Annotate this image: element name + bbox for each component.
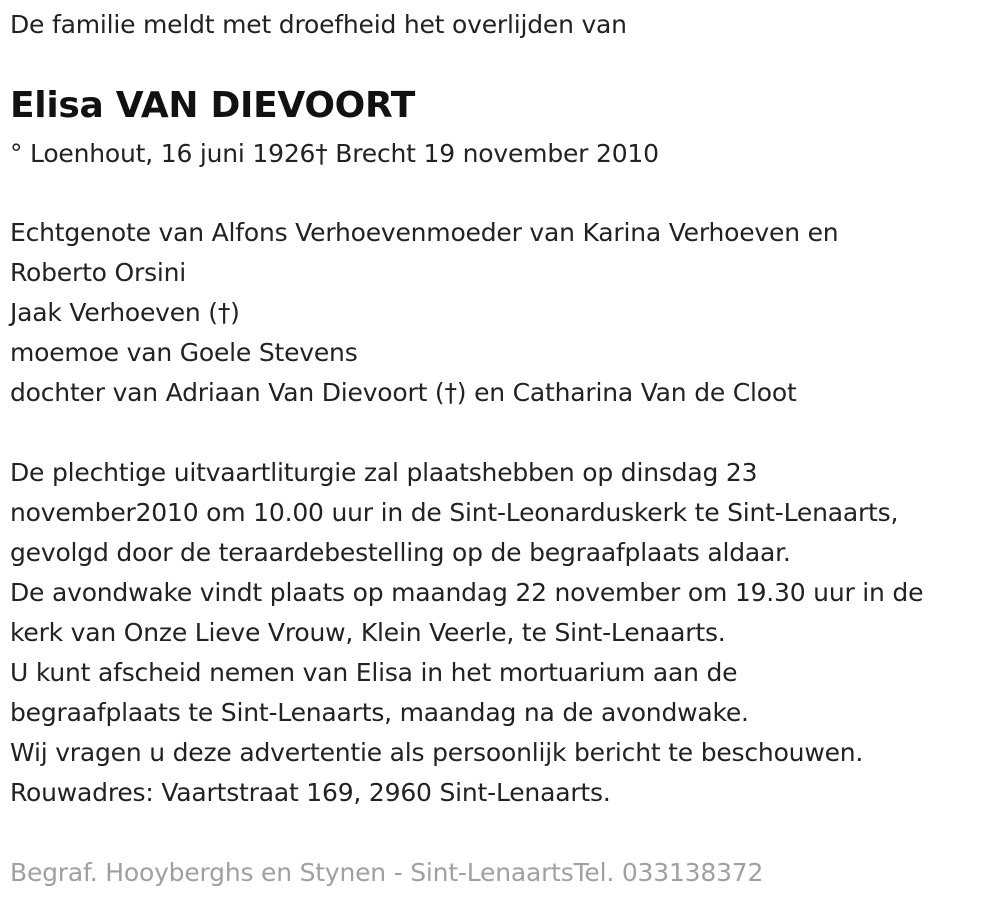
- funeral-home-footer: Begraf. Hooyberghs en Stynen - Sint-LenaartsTel. 033138372: [10, 858, 764, 887]
- birth-death-dates: ° Loenhout, 16 juni 1926† Brecht 19 november 2010: [10, 139, 659, 168]
- funeral-line: gevolgd door de teraardebestelling op de begraafplaats aldaar.: [10, 538, 791, 567]
- intro-text: De familie meldt met droefheid het overlijden van: [10, 10, 627, 39]
- funeral-line: U kunt afscheid nemen van Elisa in het mortuarium aan de: [10, 658, 738, 687]
- family-line: Jaak Verhoeven (†): [10, 298, 240, 327]
- family-line: Echtgenote van Alfons Verhoevenmoeder van Karina Verhoeven en: [10, 218, 839, 247]
- funeral-details-section: [10, 453, 923, 813]
- funeral-line: De avondwake vindt plaats op maandag 22 november om 19.30 uur in de: [10, 578, 924, 607]
- deceased-name: Elisa VAN DIEVOORT: [10, 85, 416, 126]
- family-section: [10, 213, 838, 413]
- funeral-line: november2010 om 10.00 uur in de Sint-Leonarduskerk te Sint-Lenaarts,: [10, 498, 899, 527]
- family-line: dochter van Adriaan Van Dievoort (†) en Catharina Van de Cloot: [10, 378, 797, 407]
- funeral-line: begraafplaats te Sint-Lenaarts, maandag na de avondwake.: [10, 698, 749, 727]
- funeral-line: De plechtige uitvaartliturgie zal plaatshebben op dinsdag 23: [10, 458, 758, 487]
- family-line: Roberto Orsini: [10, 258, 187, 287]
- mourning-address: Rouwadres: Vaartstraat 169, 2960 Sint-Lenaarts.: [10, 778, 611, 807]
- funeral-line: kerk van Onze Lieve Vrouw, Klein Veerle, te Sint-Lenaarts.: [10, 618, 726, 647]
- family-line: moemoe van Goele Stevens: [10, 338, 358, 367]
- funeral-line: Wij vragen u deze advertentie als persoonlijk bericht te beschouwen.: [10, 738, 864, 767]
